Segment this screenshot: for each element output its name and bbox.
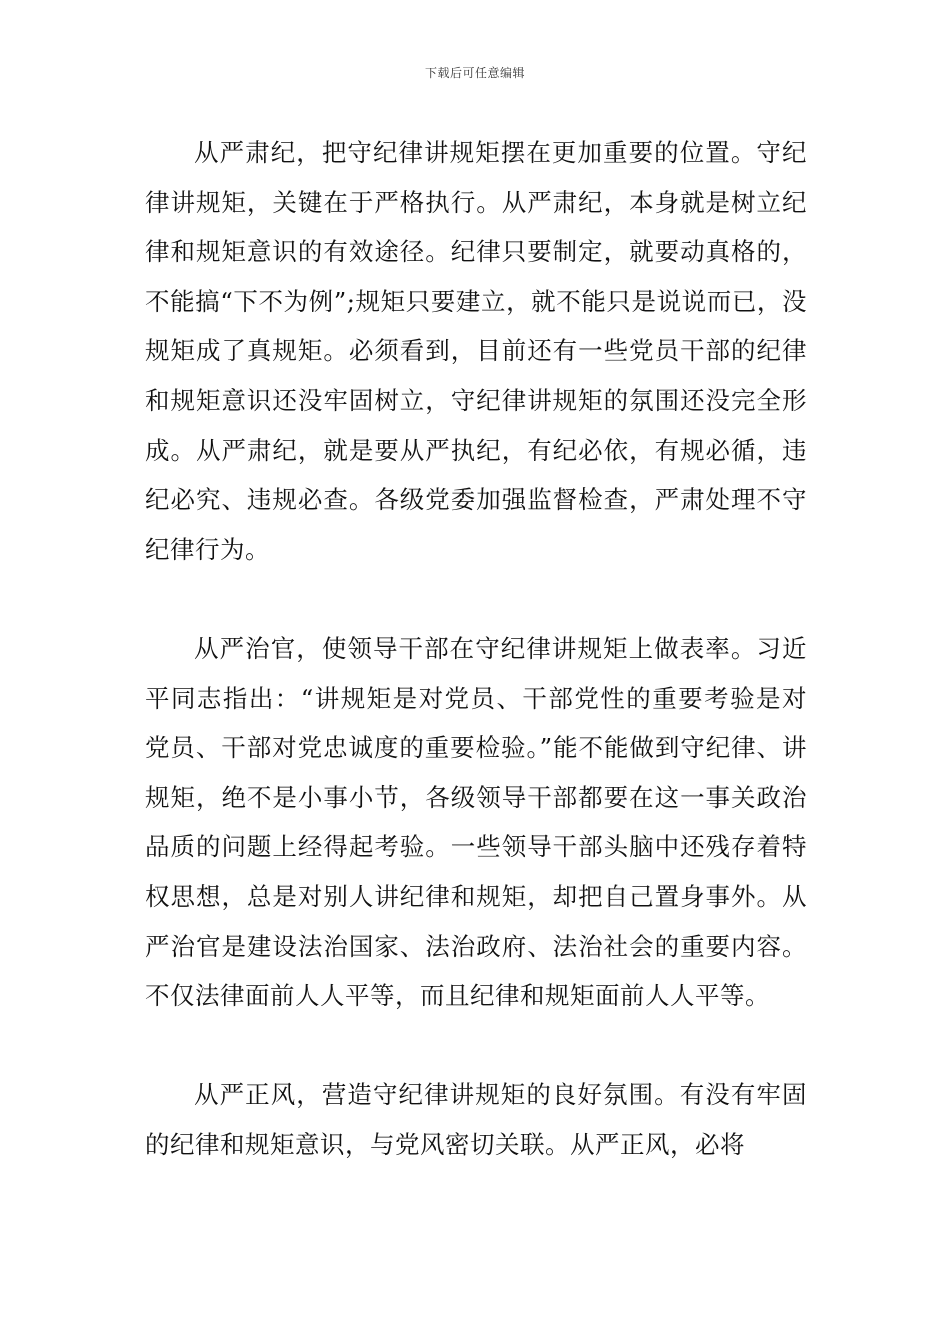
paragraph-spacer (145, 1021, 807, 1071)
paragraph-spacer (145, 574, 807, 624)
paragraph-style: 从严正风，营造守纪律讲规矩的良好氛围。有没有牢固的纪律和规矩意识，与党风密切关联。从严正风，必将 (145, 1080, 807, 1159)
paragraph-officials: 从严治官，使领导干部在守纪律讲规矩上做表率。习近平同志指出：“讲规矩是对党员、干部党性的重要考验是对党员、干部对党忠诚度的重要检验。”能不能做到守纪律、讲规矩，绝不是小事小节，各级领导干部都要在这一事关政治品质的问题上经得起考验。一些领导干部头脑中还残存着特权思想，总是对别人讲纪律和规矩，却把自己置身事外。从严治官是建设法治国家、法治政府、法治社会的重要内容。不仅法律面前人人平等，而且纪律和规矩面前人人平等。 (145, 633, 807, 1011)
paragraph-discipline: 从严肃纪，把守纪律讲规矩摆在更加重要的位置。守纪律讲规矩，关键在于严格执行。从严肃纪，本身就是树立纪律和规矩意识的有效途径。纪律只要制定，就要动真格的，不能搞“下不为例”;规矩只要建立，就不能只是说说而已，没规矩成了真规矩。必须看到，目前还有一些党员干部的纪律和规矩意识还没牢固树立，守纪律讲规矩的氛围还没完全形成。从严肃纪，就是要从严执纪，有纪必依，有规必循，违纪必究、违规必查。各级党委加强监督检查，严肃处理不守纪律行为。 (145, 138, 807, 564)
page-header: 下载后可任意编辑 (424, 66, 525, 80)
document-body (145, 128, 807, 1169)
